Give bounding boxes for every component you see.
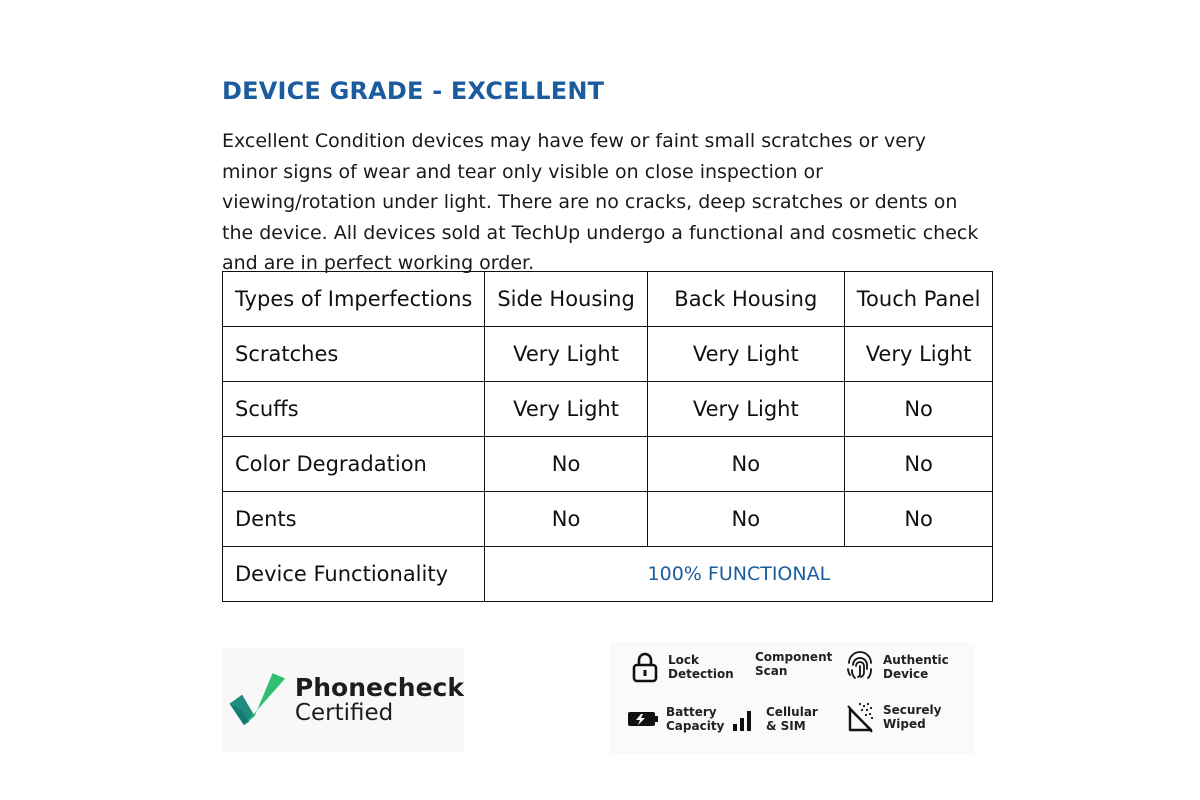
column-header: Types of Imperfections <box>223 272 485 327</box>
feature-label: Lock Detection <box>668 653 734 681</box>
table-cell: No <box>844 437 993 492</box>
table-cell: Very Light <box>647 382 844 437</box>
table-cell: Very Light <box>647 327 844 382</box>
brand-name: Phonecheck <box>294 673 464 702</box>
row-label: Scratches <box>223 327 485 382</box>
table-cell: No <box>485 492 647 547</box>
column-header: Touch Panel <box>844 272 993 327</box>
imperfections-table <box>222 271 993 602</box>
brand-subtitle: Certified <box>294 700 394 726</box>
row-label: Scuffs <box>223 382 485 437</box>
lock-icon <box>628 650 662 684</box>
feature-component-scan <box>750 650 832 678</box>
table-cell: No <box>844 492 993 547</box>
row-label: Dents <box>223 492 485 547</box>
column-header: Back Housing <box>647 272 844 327</box>
grade-title: DEVICE GRADE - EXCELLENT <box>222 77 605 105</box>
column-header: Side Housing <box>485 272 647 327</box>
row-label: Device Functionality <box>223 547 485 602</box>
feature-authentic-device <box>843 650 949 684</box>
grade-description: Excellent Condition devices may have few or faint small scratches or very minor signs of wear and tear only visible on close inspection or viewing/rotation under light. There are no cracks, deep scratches or dents on the device. All devices sold at TechUp undergo a functional and cosmetic check and are in perfect working order. <box>222 130 979 274</box>
phonecheck-check-icon <box>226 668 287 732</box>
phonecheck-certified-logo <box>222 648 464 752</box>
table-cell: No <box>647 492 844 547</box>
signal-bars-icon <box>726 702 760 736</box>
table-cell: No <box>485 437 647 492</box>
table-row <box>223 437 993 492</box>
table-row <box>223 382 993 437</box>
feature-label: Component Scan <box>755 650 833 678</box>
table-row <box>223 492 993 547</box>
feature-label: Cellular & SIM <box>766 705 818 733</box>
fingerprint-icon <box>843 650 877 684</box>
feature-label: Authentic Device <box>883 653 949 681</box>
table-cell: No <box>844 382 993 437</box>
functionality-row <box>223 547 993 602</box>
row-label: Color Degradation <box>223 437 485 492</box>
table-cell: No <box>647 437 844 492</box>
feature-cellular-sim <box>726 702 818 736</box>
table-header-row <box>223 272 993 327</box>
feature-battery-capacity <box>626 702 724 736</box>
feature-label: Securely Wiped <box>883 703 942 731</box>
feature-label: Battery Capacity <box>666 705 725 733</box>
table-cell: Very Light <box>485 327 647 382</box>
feature-lock-detection <box>628 650 734 684</box>
battery-icon <box>626 702 660 736</box>
table-cell: Very Light <box>844 327 993 382</box>
wipe-icon <box>843 700 877 734</box>
table-row <box>223 327 993 382</box>
table-cell: Very Light <box>485 382 647 437</box>
functionality-status: 100% FUNCTIONAL <box>485 547 993 602</box>
feature-securely-wiped <box>843 700 941 734</box>
feature-badges <box>610 642 975 754</box>
